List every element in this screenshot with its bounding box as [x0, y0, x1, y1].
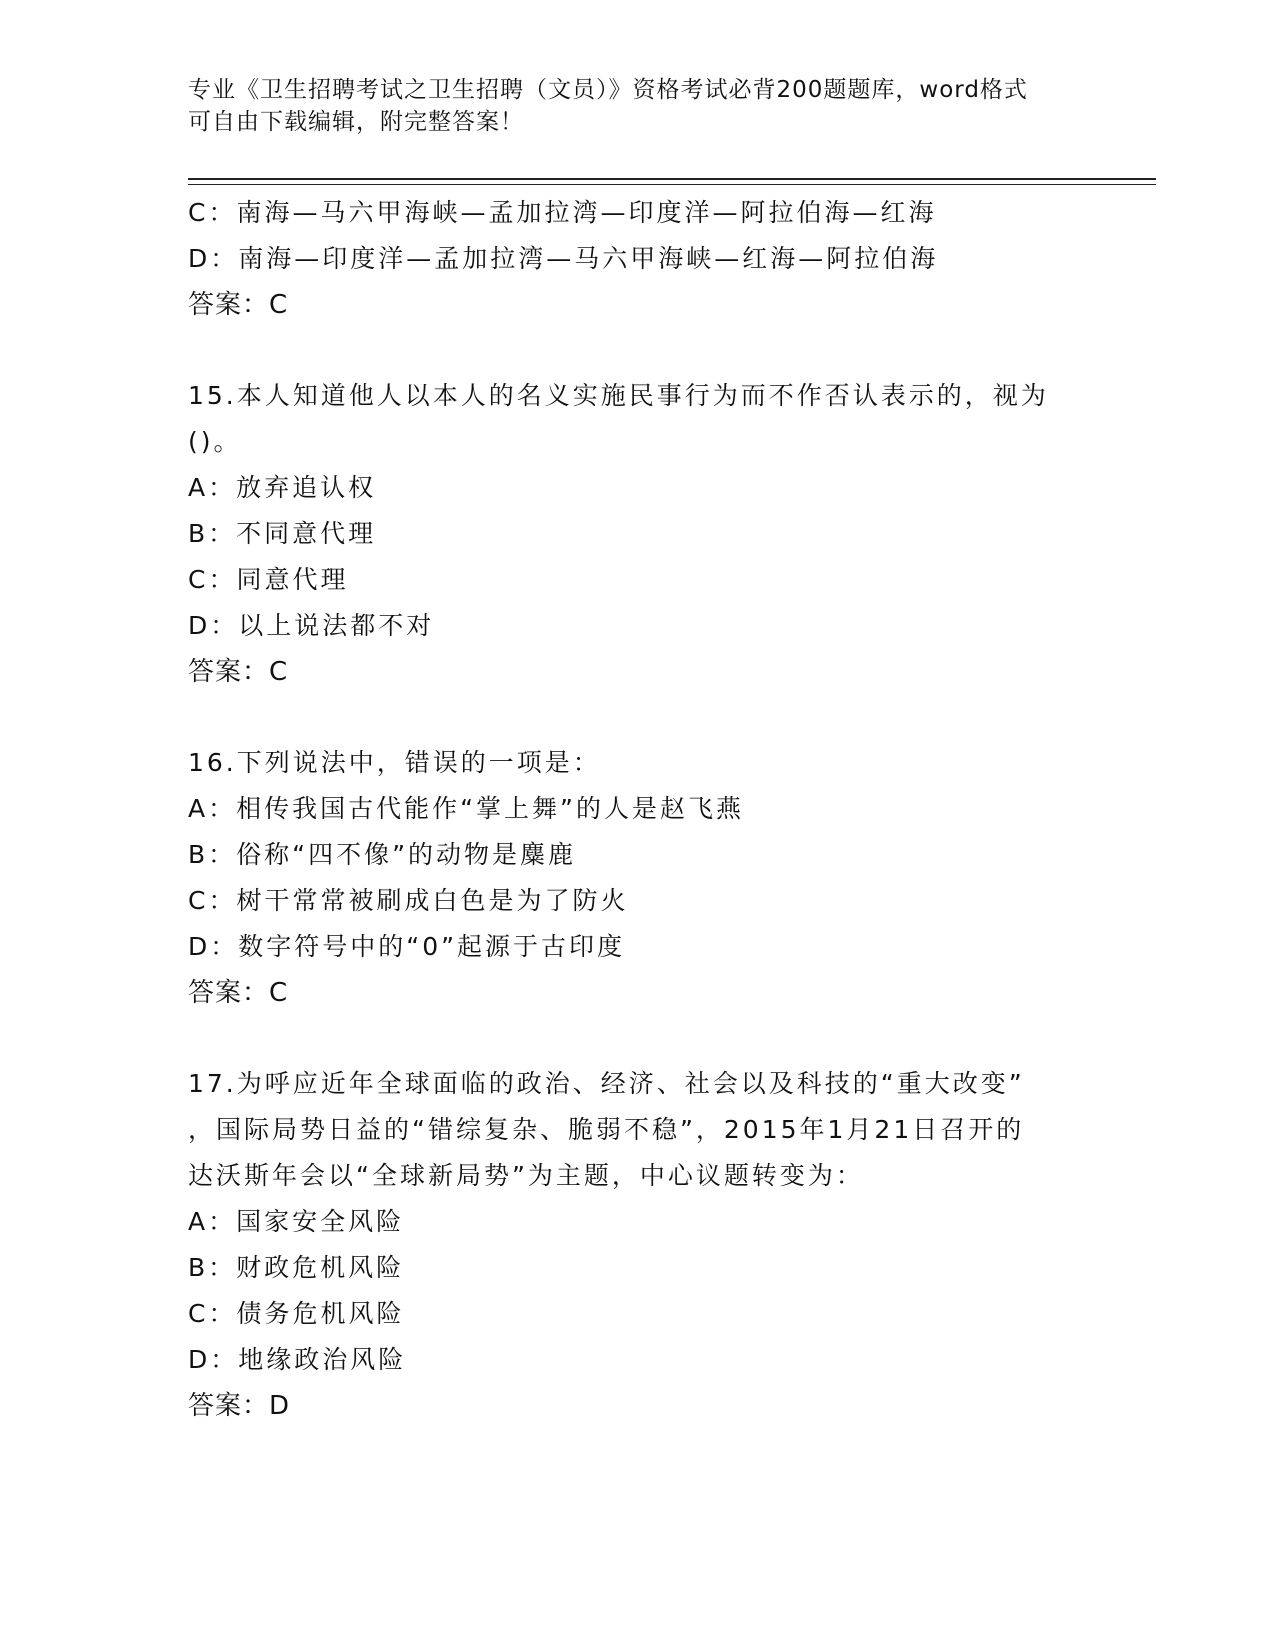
q16-option-c: C：树干常常被刷成白色是为了防火 — [188, 886, 629, 915]
q15-stem-line-2: ()。 — [188, 427, 242, 456]
q14-option-d: D：南海—印度洋—孟加拉湾—马六甲海峡—红海—阿拉伯海 — [188, 244, 939, 273]
q17-option-c: C：债务危机风险 — [188, 1299, 405, 1328]
q17-option-a: A：国家安全风险 — [188, 1207, 405, 1236]
q16-option-b: B：俗称“四不像”的动物是麋鹿 — [188, 840, 577, 869]
header-divider-thin — [188, 184, 1156, 185]
q17-stem-line-1: 17.为呼应近年全球面临的政治、经济、社会以及科技的“重大改变” — [188, 1069, 1025, 1098]
document-header — [188, 74, 1068, 138]
header-line-1: 专业《卫生招聘考试之卫生招聘（文员）》资格考试必背200题题库，word格式 — [188, 77, 1028, 103]
q15-option-c: C：同意代理 — [188, 565, 349, 594]
header-divider-thick — [188, 178, 1156, 180]
q16-answer: 答案：C — [188, 978, 289, 1008]
q15-option-b: B：不同意代理 — [188, 519, 377, 548]
q17-option-b: B：财政危机风险 — [188, 1253, 405, 1282]
spacer — [188, 1016, 1088, 1061]
header-line-2: 可自由下载编辑，附完整答案！ — [188, 109, 524, 135]
q16-stem: 16.下列说法中，错误的一项是： — [188, 748, 601, 777]
q17-answer: 答案：D — [188, 1391, 291, 1421]
spacer — [188, 695, 1088, 740]
q15-option-a: A：放弃追认权 — [188, 473, 377, 502]
q16-option-d: D：数字符号中的“0”起源于古印度 — [188, 932, 626, 961]
question-15-block — [188, 373, 1088, 695]
question-17-block — [188, 1061, 1088, 1429]
q17-stem-line-3: 达沃斯年会以“全球新局势”为主题，中心议题转变为： — [188, 1161, 864, 1190]
question-content — [188, 190, 1088, 1429]
q15-option-d: D：以上说法都不对 — [188, 611, 435, 640]
q16-option-a: A：相传我国古代能作“掌上舞”的人是赵飞燕 — [188, 794, 745, 823]
question-14-block — [188, 190, 1088, 328]
spacer — [188, 328, 1088, 373]
question-16-block — [188, 740, 1088, 1016]
q15-answer: 答案：C — [188, 657, 289, 687]
q15-stem-line-1: 15.本人知道他人以本人的名义实施民事行为而不作否认表示的，视为 — [188, 381, 1049, 410]
q17-stem-line-2: ，国际局势日益的“错综复杂、脆弱不稳”，2015年1月21日召开的 — [188, 1115, 1025, 1144]
q14-answer: 答案：C — [188, 290, 289, 320]
q14-option-c: C：南海—马六甲海峡—孟加拉湾—印度洋—阿拉伯海—红海 — [188, 198, 937, 227]
q17-option-d: D：地缘政治风险 — [188, 1345, 407, 1374]
